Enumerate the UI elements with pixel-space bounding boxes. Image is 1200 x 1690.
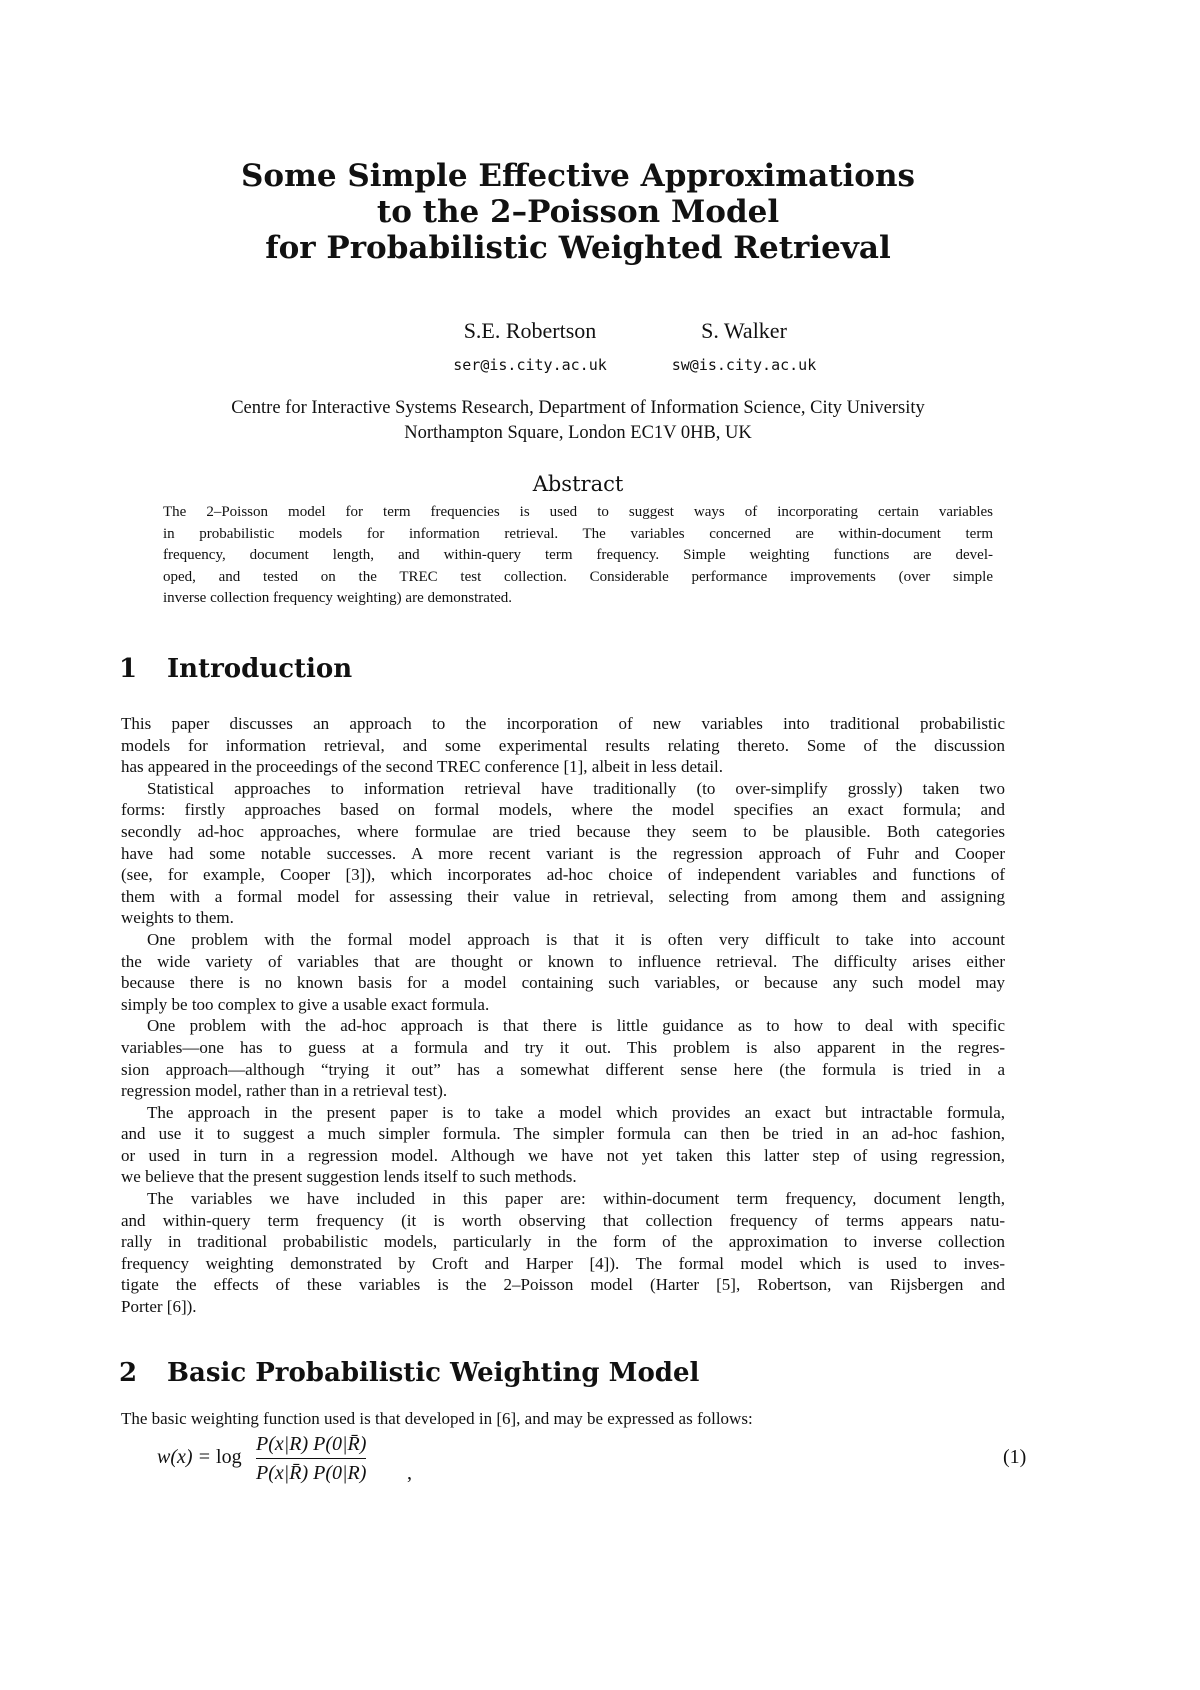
text-line: has appeared in the proceedings of the second TREC conference [1], albeit in less detail. (121, 757, 724, 777)
affiliation (0, 396, 1156, 446)
affiliation-line-2: Northampton Square, London EC1V 0HB, UK (404, 423, 752, 443)
text-line: One problem with the formal model approach is that it is often very difficult to take into account (147, 929, 1005, 949)
text-line: secondly ad-hoc approaches, where formulae are tried because they seem to be plausible. Both categories (121, 821, 1005, 841)
equation-denominator: P(x|R̄) P(0|R) (256, 1462, 367, 1484)
author-name: S.E. Robertson (463, 318, 597, 343)
text-line: Porter [6]). (121, 1297, 197, 1317)
text-line: models for information retrieval, and some experimental results relating thereto. Some of the discussion (121, 735, 1005, 755)
abstract-line: The 2–Poisson model for term frequencies is used to suggest ways of incorporating certain variables (163, 504, 993, 520)
text-line: This paper discusses an approach to the incorporation of new variables into traditional probabilistic (121, 714, 1005, 733)
title-line-1: Some Simple Effective Approximations (241, 158, 915, 194)
equation-log: log (216, 1446, 242, 1468)
author-email: ser@is.city.ac.uk (453, 356, 607, 374)
text-line: The basic weighting function used is that developed in [6], and may be expressed as follows: (121, 1409, 753, 1428)
section2-body (121, 1408, 1005, 1430)
abstract-line: inverse collection frequency weighting) are demonstrated. (163, 590, 513, 606)
text-line: sion approach—although “trying it out” has a somewhat different sense here (the formula is tried in a (121, 1059, 1005, 1079)
text-line: forms: firstly approaches based on formal models, where the model specifies an exact formula; and (121, 800, 1005, 820)
text-line: them with a formal model for assessing their value in retrieval, selecting from among them and assigning (121, 886, 1005, 906)
text-line: simply be too complex to give a usable exact formula. (121, 994, 490, 1014)
section-number: 1 (119, 654, 138, 684)
text-line: Statistical approaches to information retrieval have traditionally (to over-simplify grossly) taken two (147, 778, 1005, 798)
title-line-3: for Probabilistic Weighted Retrieval (265, 230, 891, 266)
paper-title (0, 158, 1156, 266)
abstract-heading: Abstract (532, 472, 624, 496)
equation-comma: , (407, 1462, 412, 1484)
text-line: The approach in the present paper is to take a model which provides an exact but intractable formula, (147, 1102, 1005, 1122)
introduction-body (121, 713, 1005, 1318)
section-number: 2 (119, 1358, 138, 1388)
equation-lhs-text: w(x) = (157, 1446, 217, 1468)
text-line: variables—one has to guess at a formula and try it out. This problem is also apparent in the regres- (121, 1037, 1005, 1057)
equation-number: (1) (1003, 1446, 1027, 1468)
title-line-2: to the 2–Poisson Model (376, 194, 780, 230)
text-line: One problem with the ad-hoc approach is that there is little guidance as to how to deal with specific (147, 1016, 1005, 1036)
text-line: weights to them. (121, 908, 234, 928)
abstract-line: in probabilistic models for information retrieval. The variables concerned are within-document term (163, 525, 993, 542)
text-line: we believe that the present suggestion lends itself to such methods. (121, 1167, 577, 1187)
text-line: or used in turn in a regression model. Although we have not yet taken this latter step of using regression, (121, 1145, 1005, 1165)
text-line: rally in traditional probabilistic models, particularly in the form of the approximation to inverse collection (121, 1232, 1005, 1252)
abstract-line: oped, and tested on the TREC test collection. Considerable performance improvements (over simple (163, 568, 993, 585)
text-line: because there is no known basis for a model containing such variables, or because any such model may (121, 973, 1005, 993)
text-line: tigate the effects of these variables is the 2–Poisson model (Harter [5], Robertson, van Rijsbergen and (121, 1275, 1005, 1295)
equation-lhs (157, 1446, 242, 1469)
author-email: sw@is.city.ac.uk (671, 356, 817, 374)
affiliation-line-1: Centre for Interactive Systems Research, Department of Information Science, City University (231, 398, 925, 418)
text-line: regression model, rather than in a retrieval test). (121, 1081, 448, 1101)
fraction-bar (256, 1458, 366, 1459)
text-line: and within-query term frequency (it is worth observing that collection frequency of terms appears natu- (121, 1210, 1005, 1230)
text-line: and use it to suggest a much simpler formula. The simpler formula can then be tried in an ad-hoc fashion, (121, 1124, 1005, 1144)
abstract-line: frequency, document length, and within-query term frequency. Simple weighting functions are devel- (163, 547, 993, 563)
abstract-text (163, 502, 993, 610)
author-block-walker (594, 318, 894, 376)
section-heading-introduction (119, 654, 352, 684)
author-name: S. Walker (701, 318, 787, 343)
text-line: have had some notable successes. A more recent variant is the regression approach of Fuhr and Cooper (121, 843, 1005, 863)
section-title-text: Introduction (167, 654, 353, 684)
text-line: (see, for example, Cooper [3]), which incorporates ad-hoc choice of independent variables and functions of (121, 865, 1005, 885)
text-line: frequency weighting demonstrated by Croft and Harper [4]). The formal model which is used to inves- (121, 1253, 1005, 1273)
text-line: the wide variety of variables that are thought or known to influence retrieval. The difficulty arises either (121, 951, 1005, 971)
section-title-text: Basic Probabilistic Weighting Model (167, 1358, 700, 1388)
section-heading-basic-model (119, 1358, 699, 1388)
text-line: The variables we have included in this paper are: within-document term frequency, document length, (147, 1189, 1005, 1209)
equation-fraction (256, 1432, 366, 1485)
equation-numerator: P(x|R) P(0|R̄) (256, 1433, 367, 1455)
